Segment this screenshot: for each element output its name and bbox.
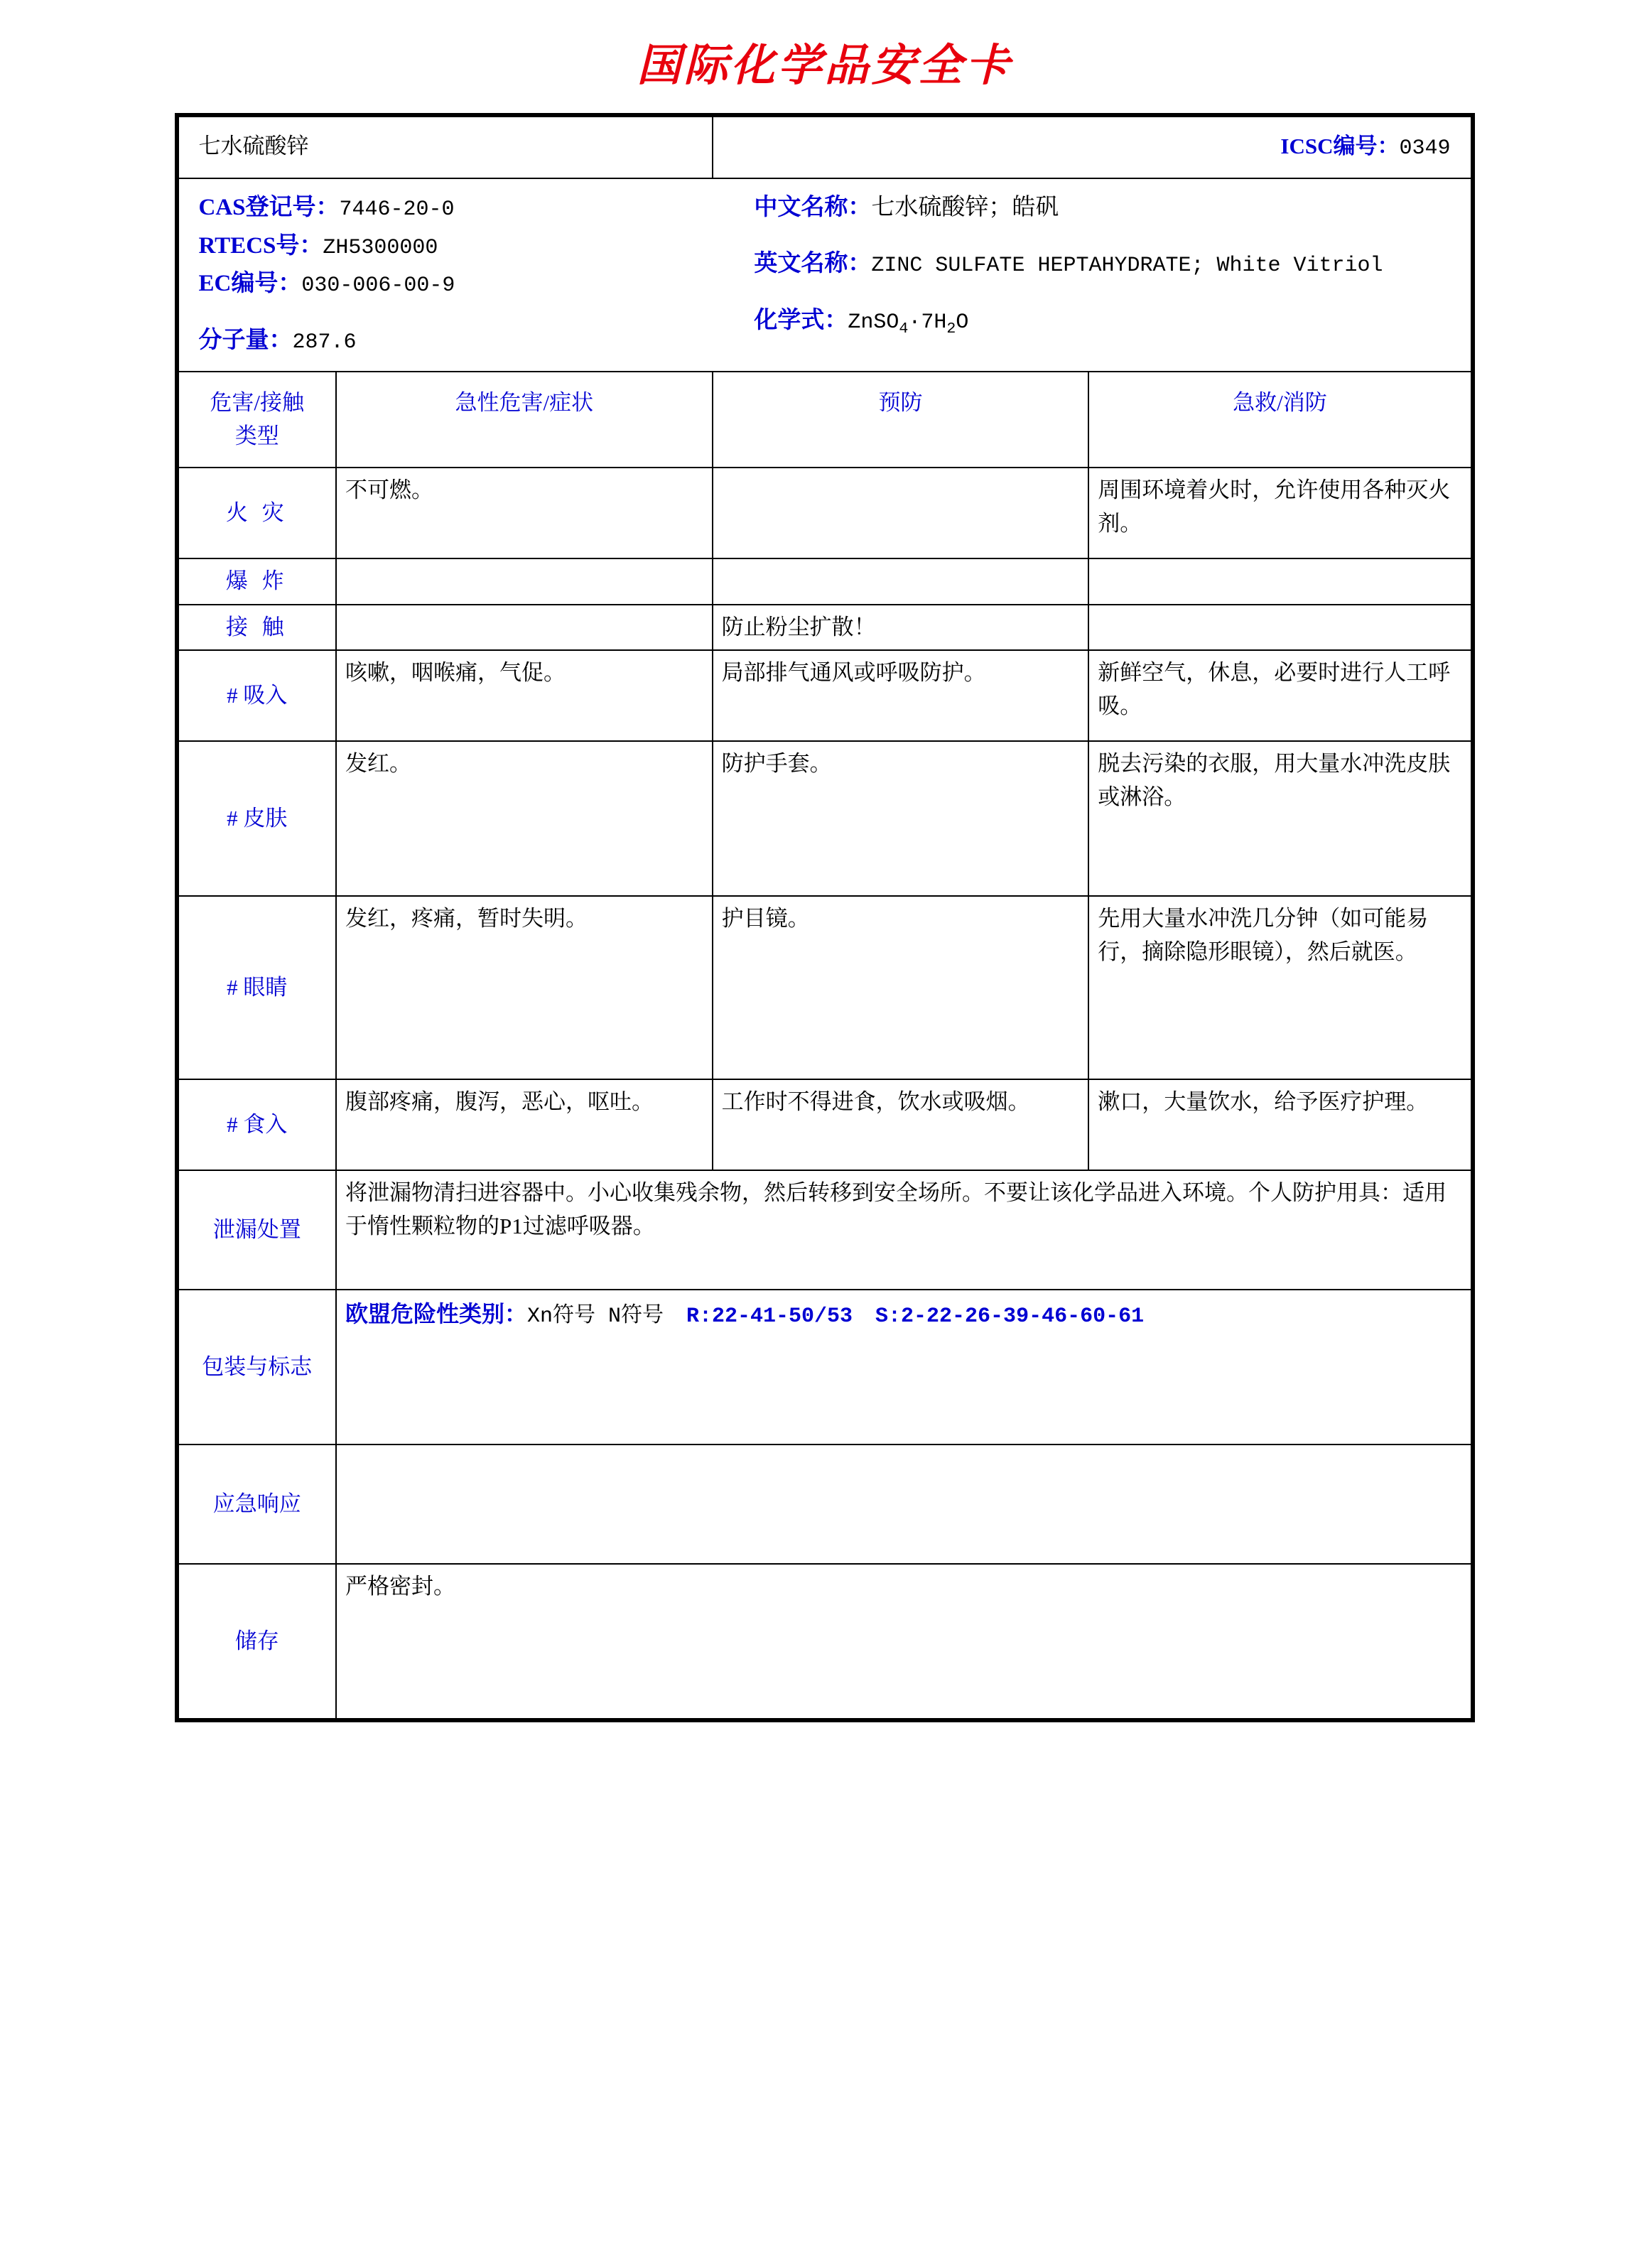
- cell-skin-symptoms: 发红。: [336, 741, 713, 896]
- formula-value: [848, 310, 969, 338]
- column-header-hazard-type-line2: 类型: [234, 423, 279, 448]
- row-label-fire: [178, 468, 336, 558]
- formula-sub2: 2: [946, 320, 956, 338]
- row-label-emergency-text: 应急响应: [212, 1491, 301, 1517]
- rtecs-value: ZH5300000: [323, 235, 438, 260]
- cell-explosion-prevention: [713, 558, 1089, 605]
- cell-exposure-firstaid: [1088, 605, 1471, 651]
- cn-name-value: 七水硫酸锌；皓矾: [871, 195, 1059, 220]
- mw-value: 287.6: [292, 330, 357, 355]
- ec-value: 030-006-00-9: [301, 274, 455, 298]
- cell-spill-text: 将泄漏物清扫进容器中。小心收集残余物，然后转移到安全场所。不要让该化学品进入环境。个人防护用具：适用于惰性颗粒物的P1过滤呼吸器。: [336, 1170, 1471, 1290]
- row-label-explosion: [178, 558, 336, 605]
- column-header-prevention: 预防: [713, 372, 1089, 468]
- spill-row: [178, 1170, 1471, 1290]
- s-phrases: S:2-22-26-39-46-60-61: [875, 1305, 1145, 1329]
- table-row: [178, 468, 1471, 558]
- formula-sub1: 4: [899, 320, 909, 338]
- formula-label: 化学式：: [754, 308, 848, 334]
- row-label-storage-text: 储存: [234, 1629, 279, 1654]
- table-row: [178, 558, 1471, 605]
- cell-ingestion-prevention: 工作时不得进食，饮水或吸烟。: [713, 1079, 1089, 1170]
- ec-line: [199, 265, 747, 303]
- cell-ingestion-symptoms: 腹部疼痛，腹泻，恶心，呕吐。: [336, 1079, 713, 1170]
- row-label-inhalation: [178, 650, 336, 741]
- column-header-firstaid: 急救/消防: [1088, 372, 1471, 468]
- ec-label: EC编号：: [198, 271, 302, 297]
- mw-label: 分子量：: [198, 327, 293, 353]
- row-label-eyes: [178, 896, 336, 1079]
- emergency-row: [178, 1444, 1471, 1564]
- row-label-ingestion: [178, 1079, 336, 1170]
- formula-prefix: ZnSO: [848, 310, 899, 335]
- table-row: [178, 605, 1471, 651]
- cell-inhalation-prevention: 局部排气通风或呼吸防护。: [713, 650, 1089, 741]
- identification-row: [178, 178, 1471, 372]
- card-header-row: [178, 117, 1471, 178]
- cn-name-line: [754, 189, 1453, 227]
- rtecs-label: RTECS号：: [198, 232, 323, 259]
- en-name-label: 英文名称：: [754, 251, 872, 277]
- cas-value: 7446-20-0: [339, 198, 455, 222]
- row-label-spill: [178, 1170, 336, 1290]
- row-label-eyes-text: # 眼睛: [227, 975, 288, 1000]
- row-label-packaging-text: 包装与标志: [202, 1354, 313, 1380]
- row-label-packaging: [178, 1290, 336, 1444]
- row-label-spill-text: 泄漏处置: [212, 1217, 301, 1243]
- cell-exposure-symptoms: [336, 605, 713, 651]
- icsc-table: [178, 116, 1472, 1719]
- cell-inhalation-symptoms: 咳嗽，咽喉痛，气促。: [336, 650, 713, 741]
- row-label-fire-text: 火 灾: [225, 500, 288, 526]
- en-name-line: [754, 245, 1453, 284]
- storage-row: [178, 1564, 1471, 1719]
- row-label-storage: [178, 1564, 336, 1719]
- packaging-spacer: [345, 1334, 1462, 1395]
- row-label-inhalation-text: # 吸入: [227, 683, 288, 708]
- identification-cell: [178, 178, 1471, 372]
- table-row: [178, 650, 1471, 741]
- icsc-number-cell: [713, 117, 1471, 178]
- chemical-name: 七水硫酸锌: [178, 117, 713, 178]
- formula-suffix: O: [956, 310, 969, 335]
- packaging-eu-line: [345, 1296, 1462, 1334]
- column-header-symptoms: 急性危害/症状: [336, 372, 713, 468]
- row-label-exposure-text: 接 触: [225, 614, 288, 639]
- row-label-skin-text: # 皮肤: [227, 806, 288, 831]
- icsc-value: 0349: [1399, 136, 1451, 161]
- cell-eyes-prevention: 护目镜。: [713, 896, 1089, 1079]
- cell-packaging-text: [336, 1290, 1471, 1444]
- r-phrases: R:22-41-50/53: [686, 1305, 853, 1329]
- eu-class-label: 欧盟危险性类别：: [345, 1301, 527, 1327]
- cell-ingestion-firstaid: 漱口，大量饮水，给予医疗护理。: [1088, 1079, 1471, 1170]
- cell-eyes-firstaid: 先用大量水冲洗几分钟（如可能易行，摘除隐形眼镜），然后就医。: [1088, 896, 1471, 1079]
- table-row: [178, 896, 1471, 1079]
- mw-line: [199, 322, 747, 360]
- column-header-hazard-type-line1: 危害/接触: [210, 390, 305, 416]
- cell-fire-firstaid: 周围环境着火时，允许使用各种灭火剂。: [1088, 468, 1471, 558]
- cell-fire-symptoms: 不可燃。: [336, 468, 713, 558]
- cn-name-label: 中文名称：: [754, 195, 872, 220]
- row-label-explosion-text: 爆 炸: [225, 568, 288, 594]
- packaging-row: [178, 1290, 1471, 1444]
- identification-left: [179, 179, 747, 371]
- formula-mid: ·7H: [908, 310, 947, 335]
- cell-emergency-text: [336, 1444, 1471, 1564]
- formula-line: [754, 302, 1453, 342]
- table-column-headers: [178, 372, 1471, 468]
- cell-inhalation-firstaid: 新鲜空气，休息，必要时进行人工呼吸。: [1088, 650, 1471, 741]
- row-label-exposure: [178, 605, 336, 651]
- cas-label: CAS登记号：: [198, 195, 340, 220]
- cell-exposure-prevention: 防止粉尘扩散！: [713, 605, 1089, 651]
- cell-explosion-firstaid: [1088, 558, 1471, 605]
- row-label-skin: [178, 741, 336, 896]
- page-title: 国际化学品安全卡: [637, 42, 1012, 90]
- cell-skin-firstaid: 脱去污染的衣服，用大量水冲洗皮肤或淋浴。: [1088, 741, 1471, 896]
- table-row: [178, 1079, 1471, 1170]
- eu-symbols: Xn符号 N符号: [526, 1305, 664, 1329]
- row-label-ingestion-text: # 食入: [227, 1112, 288, 1138]
- table-row: [178, 741, 1471, 896]
- cell-storage-text: 严格密封。: [336, 1564, 1471, 1719]
- en-name-value: ZINC SULFATE HEPTAHYDRATE; White Vitriol: [871, 254, 1383, 279]
- cell-fire-prevention: [713, 468, 1089, 558]
- rtecs-line: [199, 227, 747, 266]
- column-header-hazard-type: [178, 372, 336, 468]
- cell-eyes-symptoms: 发红，疼痛，暂时失明。: [336, 896, 713, 1079]
- cell-explosion-symptoms: [336, 558, 713, 605]
- icsc-card: [175, 113, 1475, 1722]
- row-label-emergency: [178, 1444, 336, 1564]
- cas-line: [199, 189, 747, 227]
- identification-right: [747, 179, 1470, 371]
- icsc-label: ICSC编号：: [1280, 134, 1400, 158]
- cell-skin-prevention: 防护手套。: [713, 741, 1089, 896]
